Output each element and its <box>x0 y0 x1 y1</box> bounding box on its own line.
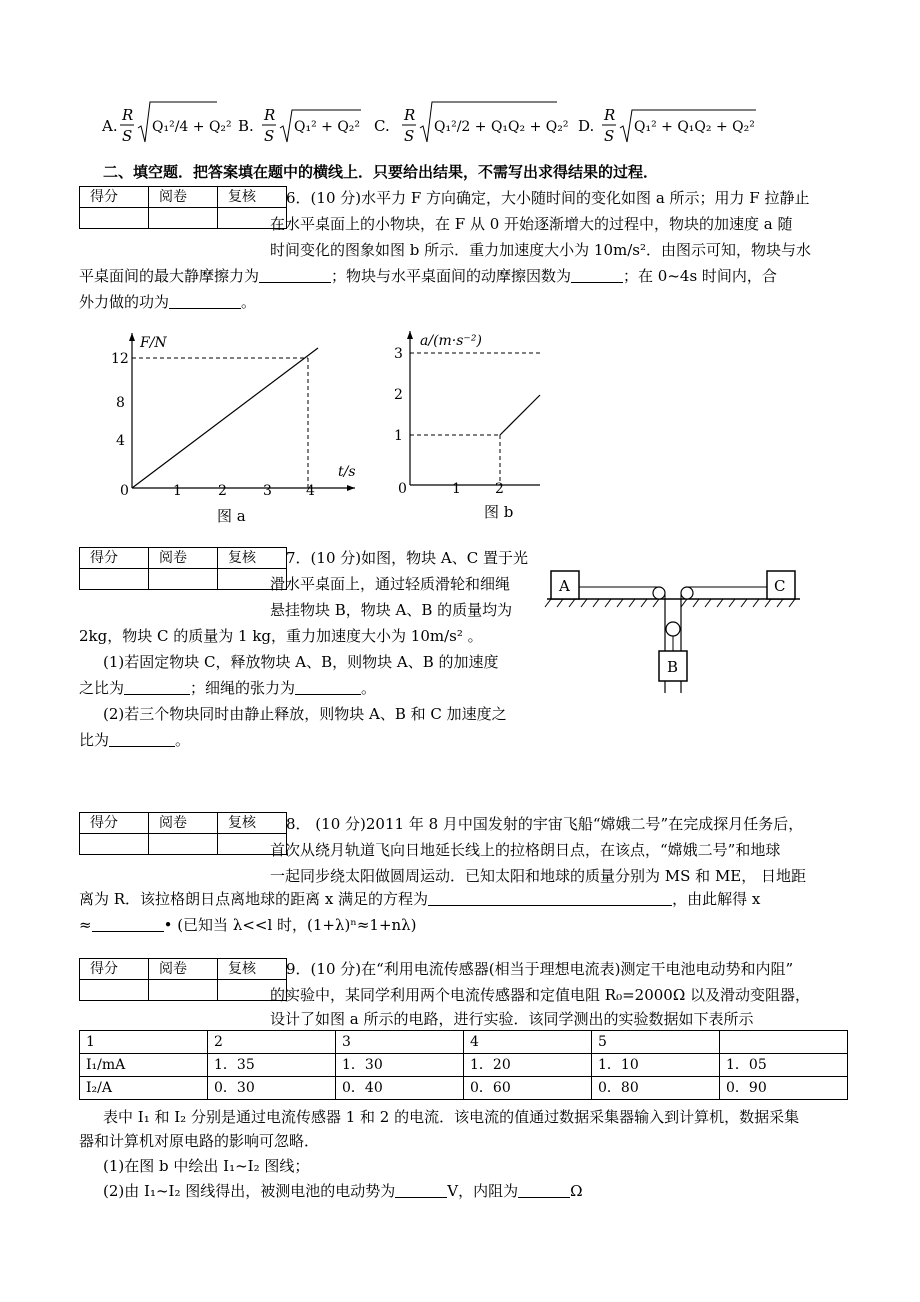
graph-b-xtick-2: 2 <box>495 481 504 497</box>
graph-a-ytick-4: 4 <box>116 433 125 449</box>
option-c-formula <box>374 100 569 148</box>
q9-text-a: (2)由 I₁~I₂ 图线得出，被测电池的电动势为 <box>103 1182 396 1200</box>
svg-text:R: R <box>122 106 134 124</box>
option-a[interactable] <box>102 100 232 148</box>
q6-answer-max-static-friction[interactable] <box>259 264 331 283</box>
q9-line2: 的实验中，某同学利用两个电流传感器和定值电阻 R₀=2000Ω 以及滑动变阻器， <box>270 986 811 1004</box>
table-cell: 1．35 <box>208 1054 336 1077</box>
pulley-movable <box>666 622 680 636</box>
reviewer-cell[interactable] <box>149 980 218 1001</box>
q6-answer-work[interactable] <box>169 290 241 309</box>
q9-text-c: Ω <box>570 1182 583 1200</box>
q9-sub2 <box>103 1178 583 1204</box>
graph-a-xtick-2: 2 <box>218 483 227 499</box>
svg-text:S: S <box>264 127 275 145</box>
option-d[interactable] <box>578 100 758 148</box>
q7-answer-tension[interactable] <box>295 676 361 695</box>
graph-a <box>100 325 360 530</box>
q6-line2: 在水平桌面上的小物块，在 F 从 0 开始逐渐增大的过程中，物块的加速度 a 随 <box>270 215 793 233</box>
table-cell: 0．90 <box>720 1077 848 1100</box>
score-cell[interactable] <box>80 834 149 855</box>
score-header: 得分 <box>80 548 149 569</box>
svg-text:S: S <box>122 127 133 145</box>
pulley-left <box>653 587 665 599</box>
score-box-q8 <box>79 812 287 855</box>
svg-text:Q₁²/2 + Q₁Q₂ + Q₂²: Q₁²/2 + Q₁Q₂ + Q₂² <box>434 119 569 135</box>
svg-text:R: R <box>404 106 416 124</box>
table-cell: 3 <box>336 1031 464 1054</box>
table-cell: I₂/A <box>80 1077 208 1100</box>
graph-b-ytick-3: 3 <box>394 346 403 362</box>
graph-a-xtick-1: 1 <box>173 483 182 499</box>
svg-text:Q₁² + Q₁Q₂ + Q₂²: Q₁² + Q₁Q₂ + Q₂² <box>634 119 755 135</box>
q6-text-d: 外力做的功为 <box>79 293 170 311</box>
q7-line6 <box>79 675 376 701</box>
svg-text:S: S <box>404 127 415 145</box>
option-a-formula <box>102 100 232 148</box>
score-box-q6 <box>79 186 287 229</box>
q9-after1: 表中 I₁ 和 I₂ 分别是通过电流传感器 1 和 2 的电流．该电流的值通过数据采集器输入到计算机，数据采集 <box>103 1108 800 1126</box>
table-cell: 0．60 <box>464 1077 592 1100</box>
q7-answer-accel-ratio[interactable] <box>124 676 190 695</box>
graph-a-origin: 0 <box>120 483 129 499</box>
svg-text:A.: A. <box>102 117 118 135</box>
q6-text-c: ；在 0~4s 时间内，合 <box>623 267 777 285</box>
svg-text:R: R <box>604 106 616 124</box>
q7-text-b: ；细绳的张力为 <box>190 679 296 697</box>
svg-text:R: R <box>264 106 276 124</box>
graph-b-accel-line <box>500 395 540 435</box>
option-b-formula <box>238 100 363 148</box>
graph-b-origin: 0 <box>398 481 407 497</box>
q6-text-e: 。 <box>241 293 257 311</box>
graph-b-caption: 图 b <box>484 503 514 521</box>
q7-line1: 7．(10 分)如图，物块 A、C 置于光 <box>286 549 528 567</box>
score-cell[interactable] <box>80 208 149 229</box>
pulley-right <box>681 587 693 599</box>
q9-text-b: V，内阻为 <box>447 1182 519 1200</box>
svg-text:Q₁² + Q₂²: Q₁² + Q₂² <box>294 119 361 135</box>
graph-b <box>380 325 540 530</box>
q7-line5: (1)若固定物块 C，释放物块 A、B，则物块 A、B 的加速度 <box>103 653 499 671</box>
q9-after2: 器和计算机对原电路的影响可忽略． <box>79 1132 320 1150</box>
q9-line3: 设计了如图 a 所示的电路，进行实验．该同学测出的实验数据如下表所示 <box>270 1010 754 1028</box>
q7-line8 <box>79 727 190 753</box>
table-cell: 0．40 <box>336 1077 464 1100</box>
section-heading: 二、填空题．把答案填在题中的横线上．只要给出结果，不需写出求得结果的过程． <box>103 163 659 181</box>
data-table <box>79 1030 848 1100</box>
graph-a-force-line <box>132 348 318 488</box>
q6-line5 <box>79 289 256 315</box>
score-box-q7 <box>79 547 287 590</box>
table-row <box>80 1054 848 1077</box>
svg-text:B.: B. <box>238 117 254 135</box>
q6-line1: 6．(10 分)水平力 F 方向确定，大小随时间的变化如图 a 所示；用力 F 拉静止 <box>286 189 810 207</box>
table-cell: 2 <box>208 1031 336 1054</box>
q9-answer-resistance[interactable] <box>518 1179 570 1198</box>
table-cell: 1．30 <box>336 1054 464 1077</box>
graph-b-ylabel: a/(m·s⁻²) <box>420 333 482 349</box>
score-header: 得分 <box>80 813 149 834</box>
graph-a-ytick-12: 12 <box>111 351 129 367</box>
graph-a-xlabel: t/s <box>338 464 356 480</box>
score-header: 得分 <box>80 959 149 980</box>
graph-a-caption: 图 a <box>217 507 246 525</box>
svg-text:S: S <box>604 127 615 145</box>
score-box-q9 <box>79 958 287 1001</box>
block-b-label: B <box>667 658 679 676</box>
q8-line2: 首次从绕月轨道飞向日地延长线上的拉格朗日点，在该点，“嫦娥二号”和地球 <box>270 841 781 859</box>
table-cell: 1．10 <box>592 1054 720 1077</box>
q8-line5 <box>79 912 417 938</box>
table-cell: 5 <box>592 1031 720 1054</box>
check-header: 复核 <box>218 959 287 980</box>
q7-line7: (2)若三个物块同时由静止释放，则物块 A、B 和 C 加速度之 <box>103 705 507 723</box>
q6-text-b: ；物块与水平桌面间的动摩擦因数为 <box>331 267 572 285</box>
table-cell: 0．30 <box>208 1077 336 1100</box>
q8-line3: 一起同步绕太阳做圆周运动．已知太阳和地球的质量分别为 MS 和 ME， 日地距 <box>270 867 807 885</box>
pulley-diagram <box>545 565 805 695</box>
graph-a-xtick-4: 4 <box>306 483 315 499</box>
block-a-label: A <box>559 577 570 595</box>
graph-b-ytick-1: 1 <box>394 428 403 444</box>
reviewer-cell[interactable] <box>149 569 218 590</box>
q8-line4 <box>79 886 760 912</box>
graph-b-ytick-2: 2 <box>394 387 403 403</box>
block-c-label: C <box>774 577 786 595</box>
svg-text:Q₁²/4 + Q₂²: Q₁²/4 + Q₂² <box>152 119 232 135</box>
q8-line1: 8． (10 分)2011 年 8 月中国发射的宇宙飞船“嫦娥二号”在完成探月任务后， <box>286 815 804 833</box>
table-row <box>80 1077 848 1100</box>
q7-line4: 2kg，物块 C 的质量为 1 kg，重力加速度大小为 10m/s² 。 <box>79 627 483 645</box>
q7-text-a: 之比为 <box>79 679 125 697</box>
reviewer-cell[interactable] <box>149 208 218 229</box>
check-header: 复核 <box>218 548 287 569</box>
reviewer-header: 阅卷 <box>149 813 218 834</box>
q9-line1: 9．(10 分)在“利用电流传感器(相当于理想电流表)测定干电池电动势和内阻” <box>286 960 794 978</box>
score-header: 得分 <box>80 187 149 208</box>
q8-text-b: ，由此解得 x <box>672 890 761 908</box>
svg-text:D.: D. <box>578 117 595 135</box>
q7-text-d: 比为 <box>79 731 110 749</box>
table-cell: 1．05 <box>720 1054 848 1077</box>
q7-text-c: 。 <box>361 679 377 697</box>
graph-a-ylabel: F/N <box>140 335 167 351</box>
svg-text:C.: C. <box>374 117 390 135</box>
option-c[interactable] <box>374 100 569 148</box>
q8-answer-x[interactable] <box>92 913 164 932</box>
reviewer-header: 阅卷 <box>149 187 218 208</box>
reviewer-header: 阅卷 <box>149 959 218 980</box>
score-cell[interactable] <box>80 980 149 1001</box>
q6-line3: 时间变化的图象如图 b 所示．重力加速度大小为 10m/s²．由图示可知，物块与水 <box>270 241 811 259</box>
q6-answer-friction-coefficient[interactable] <box>571 264 623 283</box>
q8-text-c: ≈ <box>79 916 92 934</box>
q6-line4 <box>79 263 777 289</box>
score-cell[interactable] <box>80 569 149 590</box>
graph-a-ytick-8: 8 <box>116 395 125 411</box>
q7-text-e: 。 <box>175 731 191 749</box>
table-cell: 1．20 <box>464 1054 592 1077</box>
table-cell: 0．80 <box>592 1077 720 1100</box>
q7-line2: 滑水平桌面上，通过轻质滑轮和细绳 <box>270 575 511 593</box>
check-header: 复核 <box>218 187 287 208</box>
reviewer-header: 阅卷 <box>149 548 218 569</box>
q7-line3: 悬挂物块 B，物块 A、B 的质量均为 <box>270 601 513 619</box>
table-header-row <box>80 1031 848 1054</box>
graph-b-xtick-1: 1 <box>452 481 461 497</box>
table-cell: I₁/mA <box>80 1054 208 1077</box>
q8-answer-equation[interactable] <box>428 887 672 906</box>
reviewer-cell[interactable] <box>149 834 218 855</box>
option-d-formula <box>578 100 758 148</box>
option-b[interactable] <box>238 100 363 148</box>
graph-a-xtick-3: 3 <box>263 483 272 499</box>
q7-answer-three-ratio[interactable] <box>109 728 175 747</box>
q8-text-a: 离为 R．该拉格朗日点离地球的距离 x 满足的方程为 <box>79 890 429 908</box>
table-cell: 1 <box>80 1031 208 1054</box>
q9-sub1: (1)在图 b 中绘出 I₁~I₂ 图线； <box>103 1157 310 1175</box>
q9-answer-emf[interactable] <box>395 1179 447 1198</box>
table-cell <box>720 1031 848 1054</box>
check-header: 复核 <box>218 813 287 834</box>
q8-text-d: • (已知当 λ<<l 时，(1+λ)ⁿ≈1+nλ) <box>163 916 417 934</box>
q6-text-a: 平桌面间的最大静摩擦力为 <box>79 267 260 285</box>
table-cell: 4 <box>464 1031 592 1054</box>
